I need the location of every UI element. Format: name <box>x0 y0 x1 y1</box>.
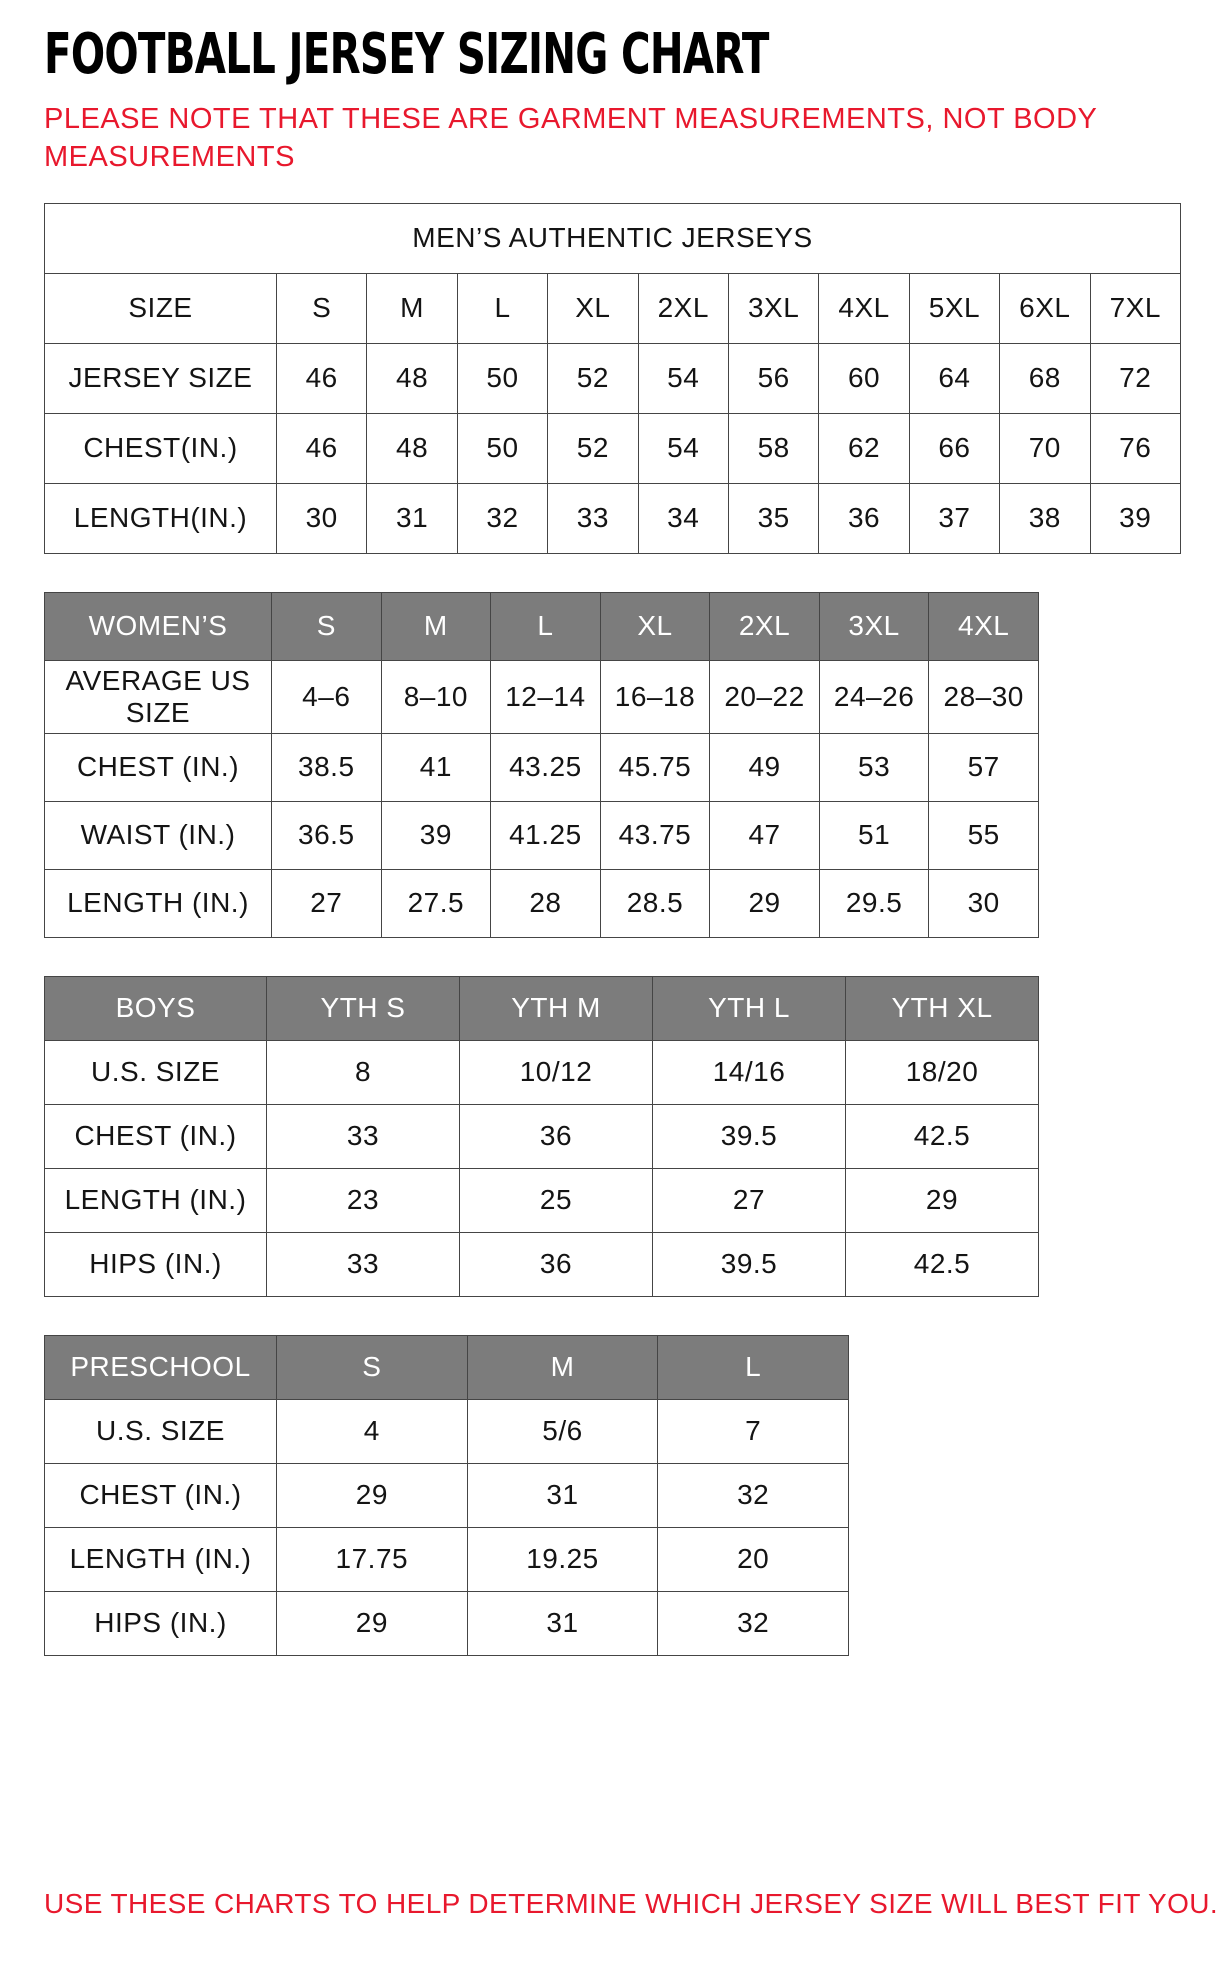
value-cell: 36.5 <box>272 801 382 869</box>
womens-table-container <box>44 592 1182 938</box>
mens-size-table <box>44 203 1181 554</box>
row-label: CHEST (IN.) <box>45 1463 277 1527</box>
row-label: AVERAGE US SIZE <box>45 660 272 733</box>
value-cell: 27 <box>653 1168 846 1232</box>
value-cell: 64 <box>909 343 999 413</box>
table-row <box>45 660 1039 733</box>
value-cell: 41 <box>381 733 491 801</box>
value-cell: 31 <box>367 483 457 553</box>
value-cell: 8–10 <box>381 660 491 733</box>
value-cell: 10/12 <box>460 1040 653 1104</box>
value-cell: 36 <box>460 1232 653 1296</box>
mens-size-header: 2XL <box>638 273 728 343</box>
value-cell: 30 <box>929 869 1039 937</box>
value-cell: 34 <box>638 483 728 553</box>
value-cell: 7 <box>658 1399 849 1463</box>
table-header-row <box>45 273 1181 343</box>
value-cell: 28.5 <box>600 869 710 937</box>
womens-size-header: M <box>381 592 491 660</box>
mens-size-header: 5XL <box>909 273 999 343</box>
value-cell: 47 <box>710 801 820 869</box>
value-cell: 25 <box>460 1168 653 1232</box>
table-header-row <box>45 1335 849 1399</box>
value-cell: 12–14 <box>491 660 601 733</box>
mens-table-title: MEN’S AUTHENTIC JERSEYS <box>45 203 1181 273</box>
value-cell: 28 <box>491 869 601 937</box>
womens-size-header: 3XL <box>819 592 929 660</box>
value-cell: 31 <box>467 1591 658 1655</box>
row-label: CHEST(IN.) <box>45 413 277 483</box>
value-cell: 39.5 <box>653 1232 846 1296</box>
table-row <box>45 733 1039 801</box>
value-cell: 32 <box>658 1591 849 1655</box>
preschool-size-header: L <box>658 1335 849 1399</box>
womens-size-header: 2XL <box>710 592 820 660</box>
value-cell: 38.5 <box>272 733 382 801</box>
value-cell: 52 <box>548 413 638 483</box>
value-cell: 48 <box>367 343 457 413</box>
garment-measurement-note: PLEASE NOTE THAT THESE ARE GARMENT MEASUREMENTS, NOT BODY MEASUREMENTS <box>44 103 1097 174</box>
womens-size-header: 4XL <box>929 592 1039 660</box>
value-cell: 45.75 <box>600 733 710 801</box>
value-cell: 48 <box>367 413 457 483</box>
value-cell: 76 <box>1090 413 1180 483</box>
boys-header-label: BOYS <box>45 976 267 1040</box>
value-cell: 39 <box>1090 483 1180 553</box>
table-header-row <box>45 976 1039 1040</box>
mens-size-header: M <box>367 273 457 343</box>
boys-size-header: YTH XL <box>846 976 1039 1040</box>
boys-size-table <box>44 976 1039 1297</box>
table-row <box>45 1232 1039 1296</box>
value-cell: 16–18 <box>600 660 710 733</box>
value-cell: 37 <box>909 483 999 553</box>
value-cell: 68 <box>1000 343 1090 413</box>
value-cell: 5/6 <box>467 1399 658 1463</box>
row-label: CHEST (IN.) <box>45 1104 267 1168</box>
value-cell: 27.5 <box>381 869 491 937</box>
table-row <box>45 1463 849 1527</box>
value-cell: 27 <box>272 869 382 937</box>
value-cell: 8 <box>267 1040 460 1104</box>
value-cell: 50 <box>457 343 547 413</box>
value-cell: 46 <box>277 343 367 413</box>
preschool-size-table <box>44 1335 849 1656</box>
mens-size-header: 7XL <box>1090 273 1180 343</box>
table-header-row <box>45 592 1039 660</box>
preschool-header-label: PRESCHOOL <box>45 1335 277 1399</box>
value-cell: 42.5 <box>846 1232 1039 1296</box>
row-label: LENGTH (IN.) <box>45 1168 267 1232</box>
value-cell: 19.25 <box>467 1527 658 1591</box>
value-cell: 70 <box>1000 413 1090 483</box>
table-row <box>45 413 1181 483</box>
value-cell: 32 <box>457 483 547 553</box>
table-row <box>45 1168 1039 1232</box>
value-cell: 58 <box>728 413 818 483</box>
value-cell: 66 <box>909 413 999 483</box>
mens-table-container <box>44 203 1182 554</box>
value-cell: 23 <box>267 1168 460 1232</box>
value-cell: 55 <box>929 801 1039 869</box>
value-cell: 39 <box>381 801 491 869</box>
value-cell: 33 <box>267 1232 460 1296</box>
value-cell: 36 <box>460 1104 653 1168</box>
row-label: LENGTH (IN.) <box>45 1527 277 1591</box>
row-label: HIPS (IN.) <box>45 1232 267 1296</box>
boys-size-header: YTH S <box>267 976 460 1040</box>
value-cell: 29.5 <box>819 869 929 937</box>
value-cell: 43.25 <box>491 733 601 801</box>
row-label: LENGTH(IN.) <box>45 483 277 553</box>
value-cell: 14/16 <box>653 1040 846 1104</box>
table-row <box>45 1399 849 1463</box>
value-cell: 52 <box>548 343 638 413</box>
preschool-size-header: M <box>467 1335 658 1399</box>
value-cell: 17.75 <box>277 1527 468 1591</box>
value-cell: 33 <box>548 483 638 553</box>
value-cell: 18/20 <box>846 1040 1039 1104</box>
value-cell: 29 <box>277 1591 468 1655</box>
row-label: WAIST (IN.) <box>45 801 272 869</box>
mens-size-header: 3XL <box>728 273 818 343</box>
value-cell: 72 <box>1090 343 1180 413</box>
value-cell: 49 <box>710 733 820 801</box>
value-cell: 29 <box>277 1463 468 1527</box>
mens-size-header: S <box>277 273 367 343</box>
value-cell: 36 <box>819 483 909 553</box>
table-title-row <box>45 203 1181 273</box>
value-cell: 39.5 <box>653 1104 846 1168</box>
womens-header-label: WOMEN’S <box>45 592 272 660</box>
table-row <box>45 1527 849 1591</box>
womens-size-table <box>44 592 1039 938</box>
row-label: JERSEY SIZE <box>45 343 277 413</box>
table-row <box>45 1104 1039 1168</box>
row-label: HIPS (IN.) <box>45 1591 277 1655</box>
value-cell: 38 <box>1000 483 1090 553</box>
value-cell: 42.5 <box>846 1104 1039 1168</box>
row-label: CHEST (IN.) <box>45 733 272 801</box>
row-label: U.S. SIZE <box>45 1399 277 1463</box>
value-cell: 4 <box>277 1399 468 1463</box>
mens-size-header: L <box>457 273 547 343</box>
value-cell: 29 <box>846 1168 1039 1232</box>
value-cell: 43.75 <box>600 801 710 869</box>
value-cell: 32 <box>658 1463 849 1527</box>
table-row <box>45 1591 849 1655</box>
value-cell: 28–30 <box>929 660 1039 733</box>
value-cell: 35 <box>728 483 818 553</box>
value-cell: 53 <box>819 733 929 801</box>
boys-size-header: YTH L <box>653 976 846 1040</box>
value-cell: 20–22 <box>710 660 820 733</box>
preschool-table-container <box>44 1335 1182 1656</box>
value-cell: 46 <box>277 413 367 483</box>
value-cell: 60 <box>819 343 909 413</box>
value-cell: 54 <box>638 343 728 413</box>
table-row <box>45 343 1181 413</box>
value-cell: 29 <box>710 869 820 937</box>
preschool-size-header: S <box>277 1335 468 1399</box>
boys-table-container <box>44 976 1182 1297</box>
value-cell: 31 <box>467 1463 658 1527</box>
value-cell: 54 <box>638 413 728 483</box>
mens-size-header: XL <box>548 273 638 343</box>
value-cell: 33 <box>267 1104 460 1168</box>
row-label: LENGTH (IN.) <box>45 869 272 937</box>
value-cell: 4–6 <box>272 660 382 733</box>
boys-size-header: YTH M <box>460 976 653 1040</box>
row-label: U.S. SIZE <box>45 1040 267 1104</box>
womens-size-header: XL <box>600 592 710 660</box>
womens-size-header: S <box>272 592 382 660</box>
value-cell: 41.25 <box>491 801 601 869</box>
table-row <box>45 1040 1039 1104</box>
mens-size-header: 6XL <box>1000 273 1090 343</box>
table-row <box>45 483 1181 553</box>
page-title: FOOTBALL JERSEY SIZING CHART <box>44 22 769 87</box>
value-cell: 51 <box>819 801 929 869</box>
value-cell: 24–26 <box>819 660 929 733</box>
page-title-wrap <box>44 22 1182 94</box>
value-cell: 62 <box>819 413 909 483</box>
womens-size-header: L <box>491 592 601 660</box>
table-row <box>45 801 1039 869</box>
value-cell: 20 <box>658 1527 849 1591</box>
mens-header-label: SIZE <box>45 273 277 343</box>
value-cell: 57 <box>929 733 1039 801</box>
value-cell: 50 <box>457 413 547 483</box>
table-row <box>45 869 1039 937</box>
mens-size-header: 4XL <box>819 273 909 343</box>
value-cell: 56 <box>728 343 818 413</box>
footer-note: USE THESE CHARTS TO HELP DETERMINE WHICH JERSEY SIZE WILL BEST FIT YOU. <box>44 1887 1219 1919</box>
value-cell: 30 <box>277 483 367 553</box>
